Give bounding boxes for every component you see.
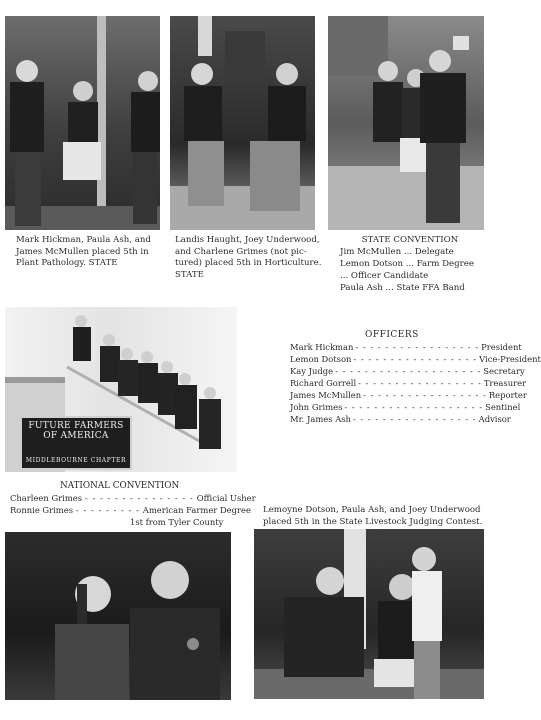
officer-row: Mark Hickman - - - - - - - - - - - - - - - - - President	[290, 342, 522, 352]
officer-row: Lemon Dotson - - - - - - - - - - - - - - - - - Vice-President	[290, 354, 541, 364]
national-note: 1st from Tyler County	[130, 517, 224, 527]
state-convention-line-4: Paula Ash ... State FFA Band	[340, 283, 465, 293]
officer-row: John Grimes - - - - - - - - - - - - - - - - - - - Sentinel	[290, 402, 521, 412]
caption-plant-pathology: Mark Hickman, Paula Ash, and James McMullen placed 5th in Plant Pathology. STATE	[16, 235, 151, 269]
caption-state-convention-title: STATE CONVENTION	[361, 235, 459, 245]
officer-row: Mr. James Ash - - - - - - - - - - - - - - - - - Advisor	[290, 414, 511, 424]
officer-row: Kay Judge - - - - - - - - - - - - - - - - - - - - Secretary	[290, 366, 525, 376]
photo-couple-ffa-jackets	[5, 532, 231, 700]
caption-livestock: Lemoyne Dotson, Paula Ash, and Joey Underwood placed 5th in the State Livestock Judging Contest.	[263, 505, 483, 527]
national-row-1: Charleen Grimes - - - - - - - - - - - - - - - Official Usher	[10, 493, 256, 503]
photo-horticulture	[170, 16, 315, 230]
national-convention-title: NATIONAL CONVENTION	[60, 481, 180, 491]
photo-plant-pathology	[5, 16, 160, 230]
photo-state-convention	[328, 16, 484, 230]
photo-livestock-team	[254, 529, 484, 699]
officers-title: OFFICERS	[365, 330, 419, 340]
caption-horticulture: Landis Haught, Joey Underwood, and Charlene Grimes (not pic- tured) placed 5th in Horticulture. STATE	[175, 235, 322, 280]
state-convention-line-3: ... Officer Candidate	[340, 271, 429, 281]
state-convention-line-2: Lemon Dotson ... Farm Degree	[340, 259, 474, 269]
officer-row: Richard Gorrell - - - - - - - - - - - - - - - - - Treasurer	[290, 378, 527, 388]
national-row-2: Ronnie Grimes - - - - - - - - - American Farmer Degree	[10, 505, 251, 515]
state-convention-line-1: Jim McMullen ... Delegate	[340, 247, 454, 257]
sign-title: FUTURE FARMERS OF AMERICA	[28, 421, 124, 441]
officer-row: James McMullen - - - - - - - - - - - - - - - - - Reporter	[290, 390, 527, 400]
ffa-chapter-sign	[20, 416, 132, 470]
sign-subtitle: MIDDLEBOURNE CHAPTER	[25, 457, 127, 464]
